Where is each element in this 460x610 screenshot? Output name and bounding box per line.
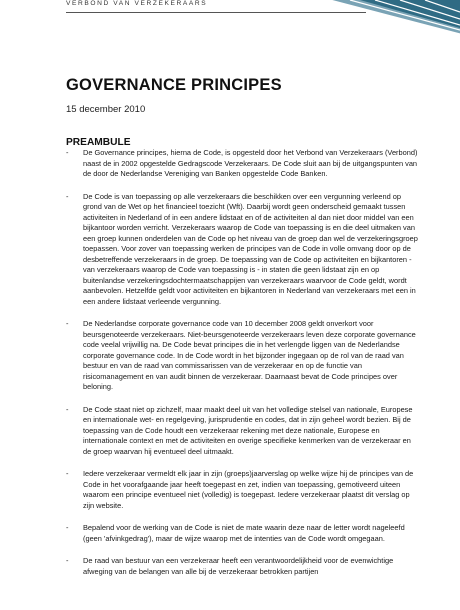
list-item xyxy=(66,319,420,393)
paragraph-text: De Code is van toepassing op alle verzekeraars die beschikken over een vergunning verleend op grond van de Wet op het financieel toezicht (Wft). Daarbij wordt geen onderscheid gemaakt tussen activiteiten in Nederland of in een andere lidstaat en of de activiteiten al dan niet door middel van een bijkantoor worden verricht. Verzekeraars waarop de Code van toepassing is en die deel uitmaken van een groep kunnen onderdelen van de Code op het niveau van de groep dan wel de verzekeringsgroep toepassen. Voor zover van toepassing werken de principes van de Code in volle omvang door op de desbetreffende verzekeraars in de groep. De toepassing van de Code op activiteiten en bijkantoren - van verzekeraars waarop de Code van toepassing is - in staten die geen lidstaat zijn en op buitenlandse verzekeringsdochtermaatschappijen van verzekeraars waarvoor de Code geldt, wordt aanbevolen. Hetzelfde geldt voor activiteiten en bijkantoren in Nederland van verzekeraars met een in een andere lidstaat verleende vergunning. xyxy=(83,191,418,306)
verbond-van-verzekeraars-logo-icon xyxy=(330,0,460,40)
bullet-dash: - xyxy=(66,191,69,201)
bullet-dash: - xyxy=(66,469,69,478)
header-divider xyxy=(66,12,366,13)
page-header xyxy=(0,0,460,40)
bullet-dash: - xyxy=(66,404,69,414)
paragraph-text: Iedere verzekeraar vermeldt elk jaar in zijn (groeps)jaarverslag op welke wijze hij de principes van de Code in het voorafgaande jaar heeft toegepast en zet, indien van toepassing, gemotiveerd uiteen waarom een principe eventueel niet (volledig) is toegepast. Iedere verzekeraar plaatst dit verslag op zijn website. xyxy=(83,469,414,510)
bullet-dash: - xyxy=(66,556,69,565)
list-item xyxy=(66,469,420,511)
list-item xyxy=(66,405,420,458)
paragraph-text: De Nederlandse corporate governance code van 10 december 2008 geldt onverkort voor beursgenoteerde verzekeraars. Niet-beursgenoteerde verzekeraars leven deze corporate governance code veelal vrijwillig na. De Code bevat principes die in het verlengde liggen van de Nederlandse corporate governance code. In de Code wordt in het bijzonder ingegaan op de rol van de raad van bestuur en van de raad van commissarissen van de verzekeraar en op de functie van risicomanagement en van audit binnen de verzekeraar. Daarnaast bevat de Code principes over beloning. xyxy=(83,319,416,391)
bullet-dash: - xyxy=(66,319,69,328)
preamble-list xyxy=(66,148,420,589)
document-date: 15 december 2010 xyxy=(66,104,146,115)
bullet-dash: - xyxy=(66,523,69,532)
paragraph-text: Bepalend voor de werking van de Code is niet de mate waarin deze naar de letter wordt nageleefd (geen 'afvinkgedrag'), maar de wijze waarop met de intenties van de Code wordt omgegaan. xyxy=(83,523,405,543)
paragraph-text: De raad van bestuur van een verzekeraar heeft een verantwoordelijkheid voor de evenwichtige afweging van de belangen van alle bij de verzekeraar betrokken partijen xyxy=(83,556,394,576)
section-heading: PREAMBULE xyxy=(66,137,131,148)
paragraph-text: De Governance principes, hierna de Code, is opgesteld door het Verbond van Verzekeraars (Verbond) naast de in 2002 opgestelde Gedragscode Verzekeraars. De Code sluit aan bij de uitgangspunten van de door de Nederlandse Vereniging van Banken opgestelde Code Banken. xyxy=(83,148,418,178)
bullet-dash: - xyxy=(66,148,69,157)
list-item xyxy=(66,556,420,577)
list-item xyxy=(66,148,420,180)
list-item xyxy=(66,523,420,544)
organization-name: VERBOND VAN VERZEKERAARS xyxy=(66,0,208,7)
document-title: GOVERNANCE PRINCIPES xyxy=(66,76,282,94)
list-item xyxy=(66,192,420,308)
paragraph-text: De Code staat niet op zichzelf, maar maakt deel uit van het volledige stelsel van nationale, Europese en internationale wet- en regelgeving, jurisprudentie en codes, dat in zijn geheel wordt bezien. Bij de toepassing van de Code houdt een verzekeraar rekening met deze nationale, Europese en internationale context en met de activiteiten en overige specifieke kenmerken van de verzekeraar en de groep waarvan hij eventueel deel uitmaakt. xyxy=(83,404,413,456)
